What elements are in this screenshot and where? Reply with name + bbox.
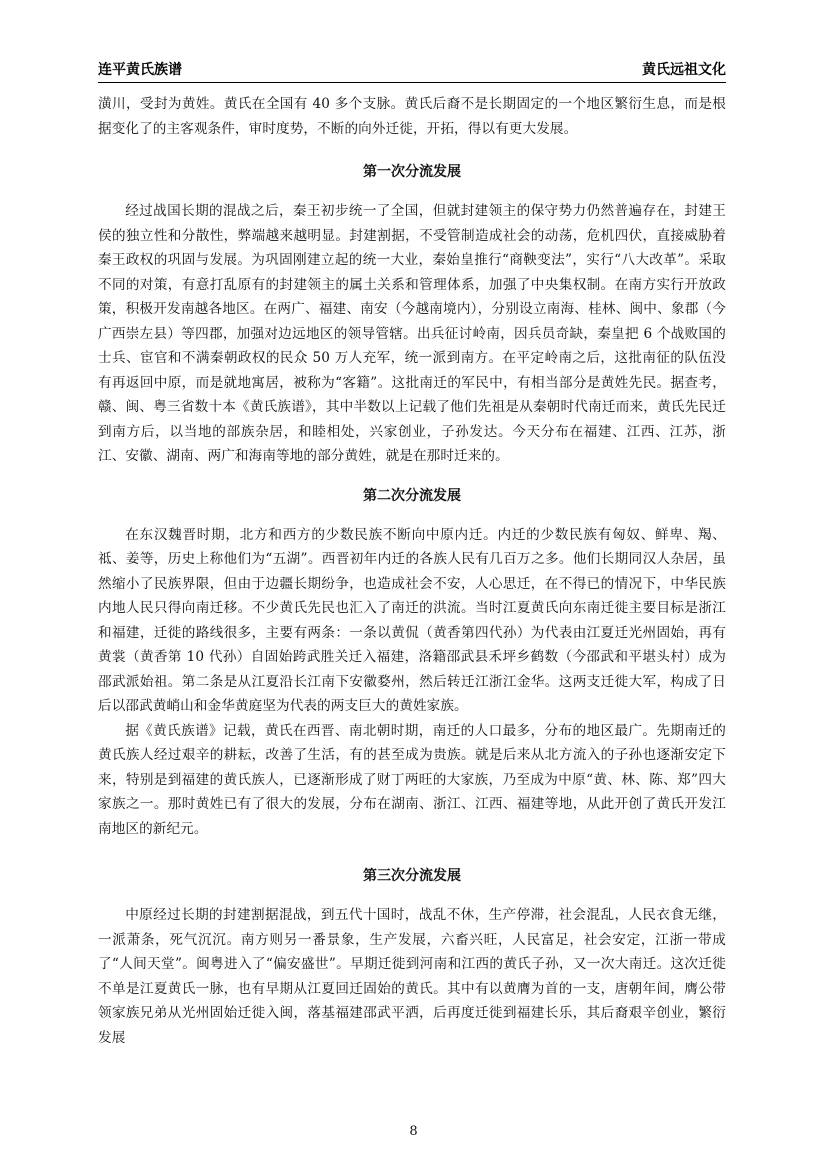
body-text <box>98 92 726 1050</box>
section-title: 第三次分流发展 <box>363 868 461 884</box>
section-paragraph: 经过战国长期的混战之后，秦王初步统一了全国，但就封建领主的保守势力仍然普遍存在，封建王侯的独立性和分散性，弊端越来越明显。封建割据，不受管制造成社会的动荡，危机四伏，直接威胁着秦王政权的巩固与发展。为巩固刚建立起的统一大业，秦始皇推行“商鞅变法”，实行“八大改革”。采取不同的对策，有意打乱原有的封建领主的属土关系和管理体系，加强了中央集权制。在南方实行开放政策，积极开发南越各地区。在两广、福建、南安（今越南境内），分别设立南海、桂林、闽中、象郡（今广西崇左县）等四郡，加强对边远地区的领导管辖。出兵征讨岭南，因兵员奇缺，秦皇把 6 个战败国的士兵、宦官和不满秦朝政权的民众 50 万人充军，统一派到南方。在平定岭南之后，这批南征的队伍没有再返回中原，而是就地寓居，被称为“客籍”。这批南迁的军民中，有相当部分是黄姓先民。据查考，赣、闽、粤三省数十本《黄氏族谱》，其中半数以上记载了他们先祖是从秦朝时代南迁而来，黄氏先民迁到南方后，以当地的部族杂居，和睦相处，兴家创业，子孙发达。今天分布在福建、江西、江苏，浙江、安徽、湖南、两广和海南等地的部分黄姓，就是在那时迁来的。 <box>98 203 726 464</box>
intro-paragraph: 潢川，受封为黄姓。黄氏在全国有 40 多个支脉。黄氏后裔不是长期固定的一个地区繁衍生息，而是根据变化了的主客观条件，审时度势，不断的向外迁徙，开拓，得以有更大发展。 <box>98 96 726 137</box>
header-right-title: 黄氏远祖文化 <box>642 62 726 78</box>
section-paragraph: 在东汉魏晋时期，北方和西方的少数民族不断向中原内迁。内迁的少数民族有匈奴、鲜卑、羯、祗、姜等，历史上称他们为“五湖”。西晋初年内迁的各族人民有几百万之多。他们长期同汉人杂居，虽然缩小了民族界限，但由于边疆长期纷争，也造成社会不安，人心思迁，在不得已的情况下，中华民族内地人民只得向南迁移。不少黄氏先民也汇入了南迁的洪流。当时江夏黄氏向东南迁徙主要目标是浙江和福建，迁徙的路线很多，主要有两条：一条以黄侃（黄香第四代孙）为代表由江夏迁光州固始，再有黄裳（黄香第 10 代孙）自固始跨武胜关迁入福建，洛籍邵武县禾坪乡鹤数（今邵武和平堪头村）成为邵武派始祖。第二条是从江夏沿长江南下安徽婺州，然后转迁江浙江金华。这两支迁徙大军，构成了日后以邵武黄峭山和金华黄庭坚为代表的两支巨大的黄姓家族。 <box>98 526 726 714</box>
section-paragraph: 据《黄氏族谱》记载，黄氏在西晋、南北朝时期，南迁的人口最多，分布的地区最广。先期南迁的黄氏族人经过艰辛的耕耘，改善了生活，有的甚至成为贵族。就是后来从北方流入的子孙也逐渐安定下来，特别是到福建的黄氏族人，已逐渐形成了财丁两旺的大家族，乃至成为中原“黄、林、陈、郑”四大家族之一。那时黄姓已有了很大的发展，分布在湖南、浙江、江西、福建等地，从此开创了黄氏开发江南地区的新纪元。 <box>98 722 726 837</box>
section-title: 第二次分流发展 <box>363 487 461 504</box>
page-header <box>98 60 726 83</box>
section-paragraph: 中原经过长期的封建割据混战，到五代十国时，战乱不休，生产停滞，社会混乱，人民衣食无继，一派萧条，死气沉沉。南方则另一番景象，生产发展，六畜兴旺，人民富足，社会安定，江浙一带成了“人间天堂”。闽粤进入了“偏安盛世”。早期迁徙到河南和江西的黄氏子孙，又一次大南迁。这次迁徙不单是江夏黄氏一脉，也有早期从江夏回迁固始的黄氏。其中有以黄膺为首的一支，唐朝年间，膺公带领家族兄弟从光州固始迁徙入闽，落基福建邵武平洒，后再度迁徙到福建长乐，其后裔艰辛创业，繁衍发展 <box>98 907 726 1046</box>
section-title: 第一次分流发展 <box>363 164 461 180</box>
page-number: 8 <box>409 1124 418 1139</box>
header-left-title: 连平黄氏族谱 <box>98 62 182 78</box>
